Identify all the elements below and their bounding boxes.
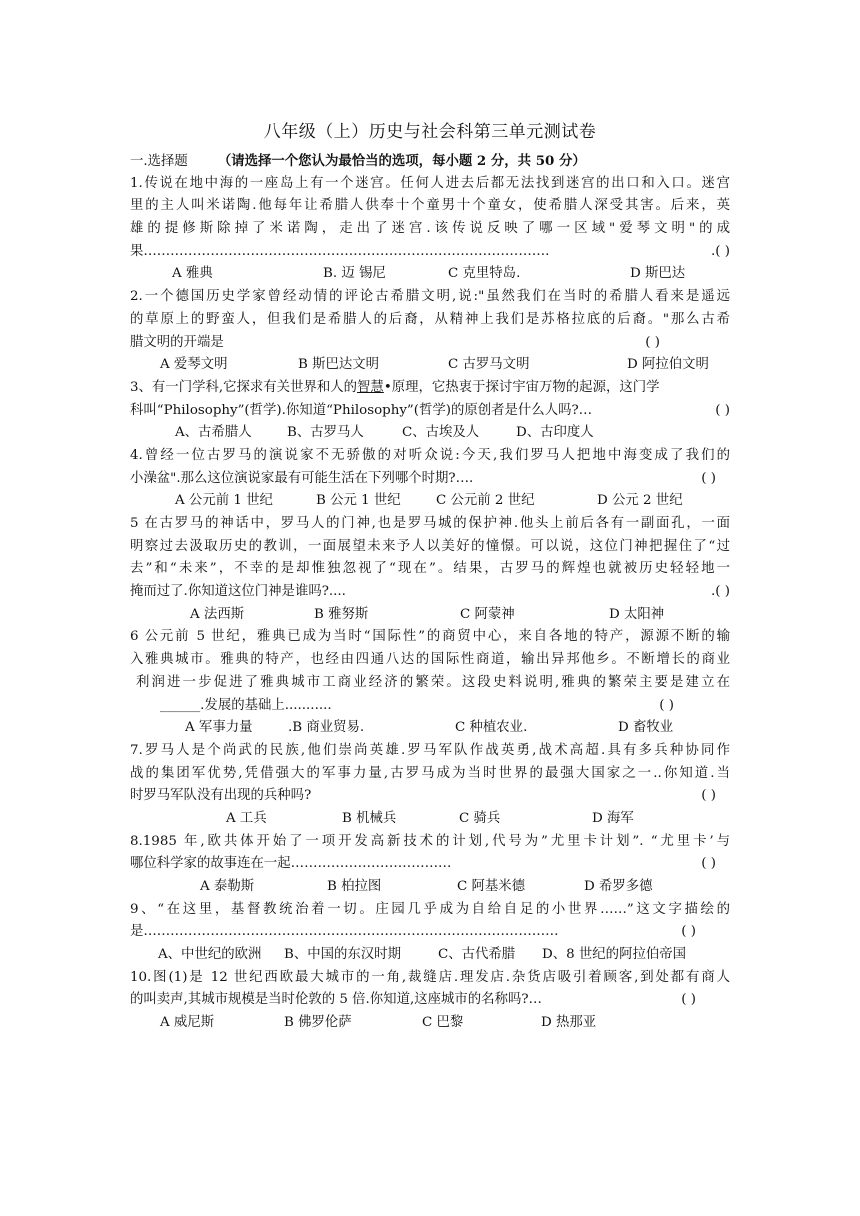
q7-line-3 bbox=[130, 785, 730, 808]
q9-option-a: A、中世纪的欧洲 bbox=[158, 947, 262, 963]
exam-title: 八年级（上）历史与社会科第三单元测试卷 bbox=[263, 122, 597, 142]
q2-options bbox=[130, 354, 730, 377]
q7-line-1: 7.罗马人是个尚武的民族,他们崇尚英雄.罗马军队作战英勇,战术高超.具有多兵种协同作 bbox=[130, 742, 730, 758]
q8-option-d: D 希罗多德 bbox=[584, 879, 653, 894]
q5-option-c: C 阿蒙神 bbox=[460, 606, 515, 622]
q1-options bbox=[130, 263, 730, 286]
q2-option-d: D 阿拉伯文明 bbox=[627, 357, 709, 373]
q5-line-4 bbox=[130, 581, 730, 604]
section-heading bbox=[130, 150, 730, 173]
q3-options bbox=[130, 422, 730, 445]
q5-line-4-text: 掩而过了.你知道这位门神是谁吗?.... bbox=[130, 584, 346, 600]
q2-answer-paren: ( ) bbox=[645, 334, 660, 350]
q2-option-b: B 斯巴达文明 bbox=[298, 357, 380, 373]
q10-option-c: C 巴黎 bbox=[422, 1015, 464, 1031]
q4-line-2-text: 小澡盆".那么这位演说家最有可能生活在下列哪个时期?…. bbox=[130, 470, 474, 486]
q9-options bbox=[130, 944, 730, 967]
q4-option-b: B 公元 1 世纪 bbox=[316, 493, 401, 509]
q2-line-1: 2.一个德国历史学家曾经动情的评论古希腊文明,说:"虽然我们在当时的希腊人看来是遥远 bbox=[130, 289, 730, 305]
q6-line-4-text: ______.发展的基础上........... bbox=[160, 697, 332, 713]
q5-line-3: 去”和“未来”，不幸的是却惟独忽视了“现在”。结果，古罗马的辉煌也就被历史轻轻地一 bbox=[130, 561, 730, 577]
q1-option-a: A 雅典 bbox=[172, 266, 213, 282]
q8-option-a: A 泰勒斯 bbox=[200, 879, 255, 894]
exam-content bbox=[130, 150, 730, 1035]
q9-option-d: D、8 世纪的阿拉伯帝国 bbox=[542, 947, 687, 963]
q6-option-b: .B 商业贸易. bbox=[288, 720, 365, 736]
q7-option-b: B 机械兵 bbox=[342, 810, 397, 826]
q1-option-d: D 斯巴达 bbox=[630, 266, 686, 282]
q6-options bbox=[130, 717, 730, 740]
q7-option-a: A 工兵 bbox=[226, 810, 267, 826]
q6-line-1: 6 公元前 5 世纪，雅典已成为当时“国际性”的商贸中心，来自各地的特产，源源不断的输 bbox=[130, 629, 730, 645]
q6-line-2: 入雅典城市。雅典的特产，也经由四通八达的国际性商道，输出异邦他乡。不断增长的商业 bbox=[130, 652, 730, 668]
q10-option-b: B 佛罗伦萨 bbox=[284, 1015, 352, 1031]
q3-answer-paren: ( ) bbox=[715, 402, 730, 418]
q7-option-d: D 海军 bbox=[592, 810, 634, 826]
q3-option-c: C、古埃及人 bbox=[402, 425, 480, 441]
q5-options bbox=[130, 604, 730, 627]
q9-option-b: B、中国的东汉时期 bbox=[284, 947, 401, 963]
q10-options bbox=[130, 1012, 730, 1035]
q3-option-d: D、古印度人 bbox=[516, 425, 594, 441]
q9-line-1: 9、“在这里，基督教统治着一切。庄园几乎成为自给自足的小世界……”这文字描绘的 bbox=[130, 901, 730, 917]
q10-option-d: D 热那亚 bbox=[541, 1015, 597, 1031]
q8-line-1: 8.1985 年,欧共体开始了一项开发高新技术的计划,代号为”尤里卡计划”. “尤里卡’与 bbox=[130, 833, 730, 849]
q8-options bbox=[130, 876, 730, 899]
q5-line-2: 明察过去汲取历史的教训，一面展望未来予人以美好的憧憬。可以说，这位门神把握住了“过 bbox=[130, 538, 730, 554]
q5-line-1: 5 在古罗马的神话中，罗马人的门神,也是罗马城的保护神.他头上前后各有一副面孔，一面 bbox=[130, 516, 730, 531]
q3-line-1-text-a: 3、有一门学科,它探求有关世界和人的 bbox=[130, 379, 358, 395]
q2-line-3 bbox=[130, 332, 730, 355]
q7-line-2: 战的集团军优势,凭借强大的军事力量,古罗马成为当时世界的最强大国家之一..你知道.当 bbox=[130, 765, 730, 781]
q2-line-3-text: 腊文明的开端是 bbox=[130, 334, 224, 350]
q1-option-b: B. 迈 锡尼 bbox=[323, 266, 386, 282]
q8-option-c: C 阿基米德 bbox=[457, 879, 526, 894]
q7-option-c: C 骑兵 bbox=[459, 810, 501, 826]
q10-line-1: 10.图(1)是 12 世纪西欧最大城市的一角,裁缝店.理发店.杂货店吸引着顾客,到处都有商人 bbox=[130, 969, 730, 985]
q7-answer-paren: ( ) bbox=[701, 788, 716, 804]
q4-option-c: C 公元前 2 世纪 bbox=[436, 493, 535, 509]
q7-options bbox=[130, 808, 730, 831]
q1-answer-paren: .( ) bbox=[711, 243, 730, 259]
q2-option-c: C 古罗马文明 bbox=[448, 357, 530, 373]
q8-line-2-text: 哪位科学家的故事连在一起……………………………… bbox=[130, 856, 452, 872]
q1-line-4 bbox=[130, 241, 730, 264]
q6-line-3: 利润进一步促进了雅典城市工商业经济的繁荣。这段史料说明,雅典的繁荣主要是建立在 bbox=[136, 674, 730, 690]
q6-option-c: C 种植农业. bbox=[455, 720, 528, 736]
q1-option-c: C 克里特岛. bbox=[448, 266, 521, 282]
q3-line-1 bbox=[130, 377, 730, 400]
q2-line-2: 的草原上的野蛮人，但我们是希腊人的后裔，从精神上我们是苏格拉底的后裔。"那么古希 bbox=[130, 311, 730, 327]
q1-line-3: 雄的提修斯除掉了米诺陶，走出了迷宫.该传说反映了哪一区域"爱琴文明"的成 bbox=[130, 221, 730, 237]
q10-answer-paren: ( ) bbox=[681, 992, 696, 1008]
q4-option-a: A 公元前 1 世纪 bbox=[175, 493, 273, 509]
q8-answer-paren: ( ) bbox=[701, 856, 716, 872]
q4-option-d: D 公元 2 世纪 bbox=[597, 493, 683, 509]
q1-line-1: 1.传说在地中海的一座岛上有一个迷宫。任何人进去后都无法找到迷宫的出口和入口。迷宫 bbox=[130, 175, 730, 191]
q5-option-a: A 法西斯 bbox=[190, 606, 245, 622]
q10-line-2-text: 的叫卖声,其城市规模是当时伦敦的 5 倍.你知道,这座城市的名称吗?… bbox=[130, 992, 542, 1008]
q9-answer-paren: ( ) bbox=[681, 924, 696, 940]
q1-line-4-text: 果………………………………………………………………………………. bbox=[130, 243, 550, 259]
q3-option-a: A、古希腊人 bbox=[175, 425, 252, 441]
q5-answer-paren: .( ) bbox=[711, 584, 730, 600]
q4-options bbox=[130, 490, 730, 513]
q10-option-a: A 威尼斯 bbox=[160, 1015, 215, 1031]
q5-option-d: D 太阳神 bbox=[609, 606, 665, 622]
q3-line-1-text-b: •原理，它热衷于探讨宇宙万物的起源，这门学 bbox=[383, 379, 660, 395]
q6-option-a: A 军事力量 bbox=[185, 720, 253, 736]
q4-line-2 bbox=[130, 468, 730, 491]
q10-line-2 bbox=[130, 989, 730, 1012]
q9-line-2 bbox=[130, 921, 730, 944]
q5-option-b: B 雅努斯 bbox=[314, 606, 369, 622]
section-label: 一.选择题 bbox=[130, 154, 188, 169]
section-instruction: （请选择一个您认为最恰当的选项，每小题 2 分，共 50 分） bbox=[217, 153, 586, 169]
q6-answer-paren: ( ) bbox=[659, 697, 674, 713]
q9-option-c: C、古代希腊 bbox=[438, 947, 516, 963]
q3-line-2 bbox=[130, 400, 730, 423]
q6-line-4 bbox=[130, 695, 730, 718]
q8-line-2 bbox=[130, 853, 730, 876]
q8-option-b: B 柏拉图 bbox=[327, 879, 382, 894]
q2-option-a: A 爱琴文明 bbox=[160, 357, 228, 373]
q7-line-3-text: 时罗马军队没有出现的兵种吗? bbox=[130, 788, 312, 804]
q3-underlined-word: 智慧 bbox=[357, 379, 384, 395]
q9-line-2-text: 是………………………………………………………………………………… bbox=[130, 924, 559, 940]
q4-answer-paren: ( ) bbox=[701, 470, 716, 486]
q6-option-d: D 畜牧业 bbox=[618, 720, 674, 736]
q1-line-2: 里的主人叫米诺陶.他每年让希腊人供奉十个童男十个童女，使希腊人深受其害。后来，英 bbox=[130, 198, 730, 214]
q3-line-2-text: 科叫“Philosophy”(哲学).你知道“Philosophy”(哲学)的原创者是什么人吗?… bbox=[130, 402, 593, 418]
q4-line-1: 4.曾经一位古罗马的演说家不无骄傲的对听众说:今天,我们罗马人把地中海变成了我们的 bbox=[130, 447, 730, 463]
q3-option-b: B、古罗马人 bbox=[287, 425, 364, 441]
